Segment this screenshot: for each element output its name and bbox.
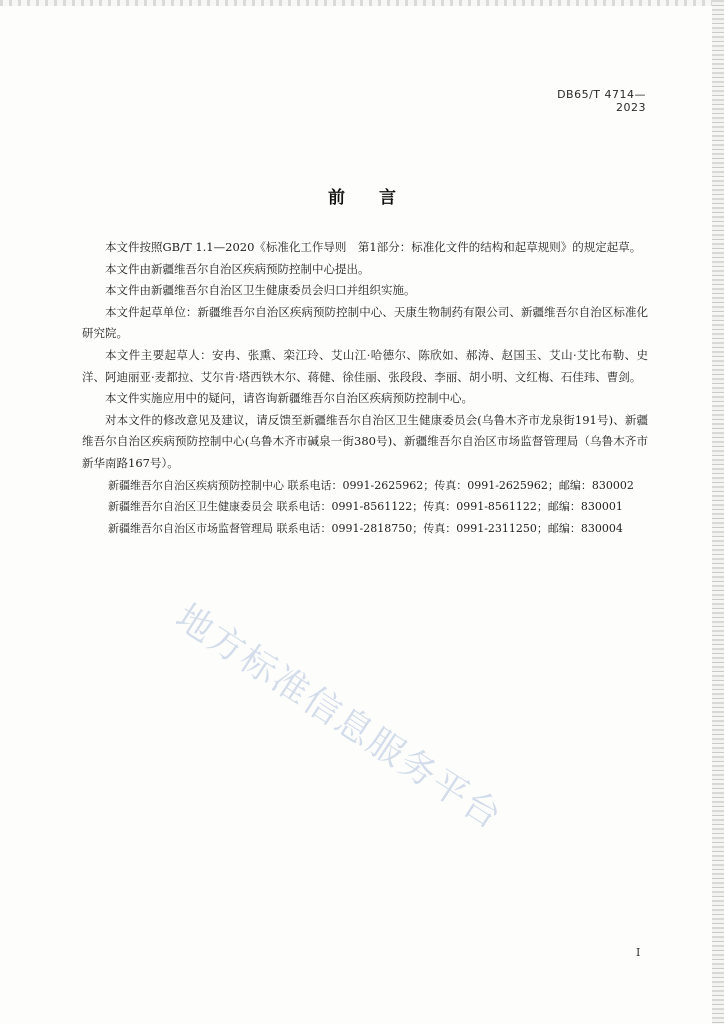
contact-line: 新疆维吾尔自治区市场监督管理局 联系电话：0991-2818750；传真：0991-2311250；邮编：830004 bbox=[108, 521, 623, 535]
paragraph: 本文件由新疆维吾尔自治区疾病预防控制中心提出。 bbox=[105, 261, 370, 276]
paragraph: 本文件按照GB/T 1.1—2020《标准化工作导则 第1部分：标准化文件的结构和起草规则》的规定起草。 bbox=[105, 240, 642, 254]
foreword-body bbox=[82, 237, 648, 539]
contact-line: 新疆维吾尔自治区卫生健康委员会 联系电话：0991-8561122；传真：0991-8561122；邮编：830001 bbox=[108, 500, 623, 514]
paragraph: 本文件由新疆维吾尔自治区卫生健康委员会归口并组织实施。 bbox=[105, 283, 416, 298]
page-number: I bbox=[636, 946, 641, 959]
paragraph: 本文件实施应用中的疑问，请咨询新疆维吾尔自治区疾病预防控制中心。 bbox=[105, 391, 473, 406]
contact-list bbox=[82, 475, 648, 540]
paragraph: 本文件主要起草人：安冉、张熏、栾江玲、艾山江·哈德尔、陈欣如、郝涛、赵国玉、艾山·艾比布勒、史洋、阿迪丽亚·麦都拉、艾尔肯·塔西铁木尔、蒋健、徐佳丽、张段段、李丽、胡小明、文红梅、石佳玮、曹剑。 bbox=[82, 347, 648, 384]
contact-line: 新疆维吾尔自治区疾病预防控制中心 联系电话：0991-2625962；传真：0991-2625962；邮编：830002 bbox=[108, 478, 634, 492]
section-heading: 前言 bbox=[328, 188, 430, 208]
standard-code: DB65/T 4714— 2023 bbox=[557, 88, 646, 114]
paragraph: 对本文件的修改意见及建议，请反馈至新疆维吾尔自治区卫生健康委员会(乌鲁木齐市龙泉街191号)、新疆维吾尔自治区疾病预防控制中心(乌鲁木齐市碱泉一街380号)、新疆维吾尔自治区市场监督管理局（乌鲁木齐市新华南路167号）。 bbox=[82, 412, 648, 470]
paragraph: 本文件起草单位：新疆维吾尔自治区疾病预防控制中心、天康生物制药有限公司、新疆维吾尔自治区标准化研究院。 bbox=[82, 304, 648, 341]
scan-edge-right bbox=[712, 0, 724, 1024]
scan-edge-top bbox=[0, 0, 712, 6]
watermark: 地方标准信息服务平台 bbox=[168, 596, 510, 839]
